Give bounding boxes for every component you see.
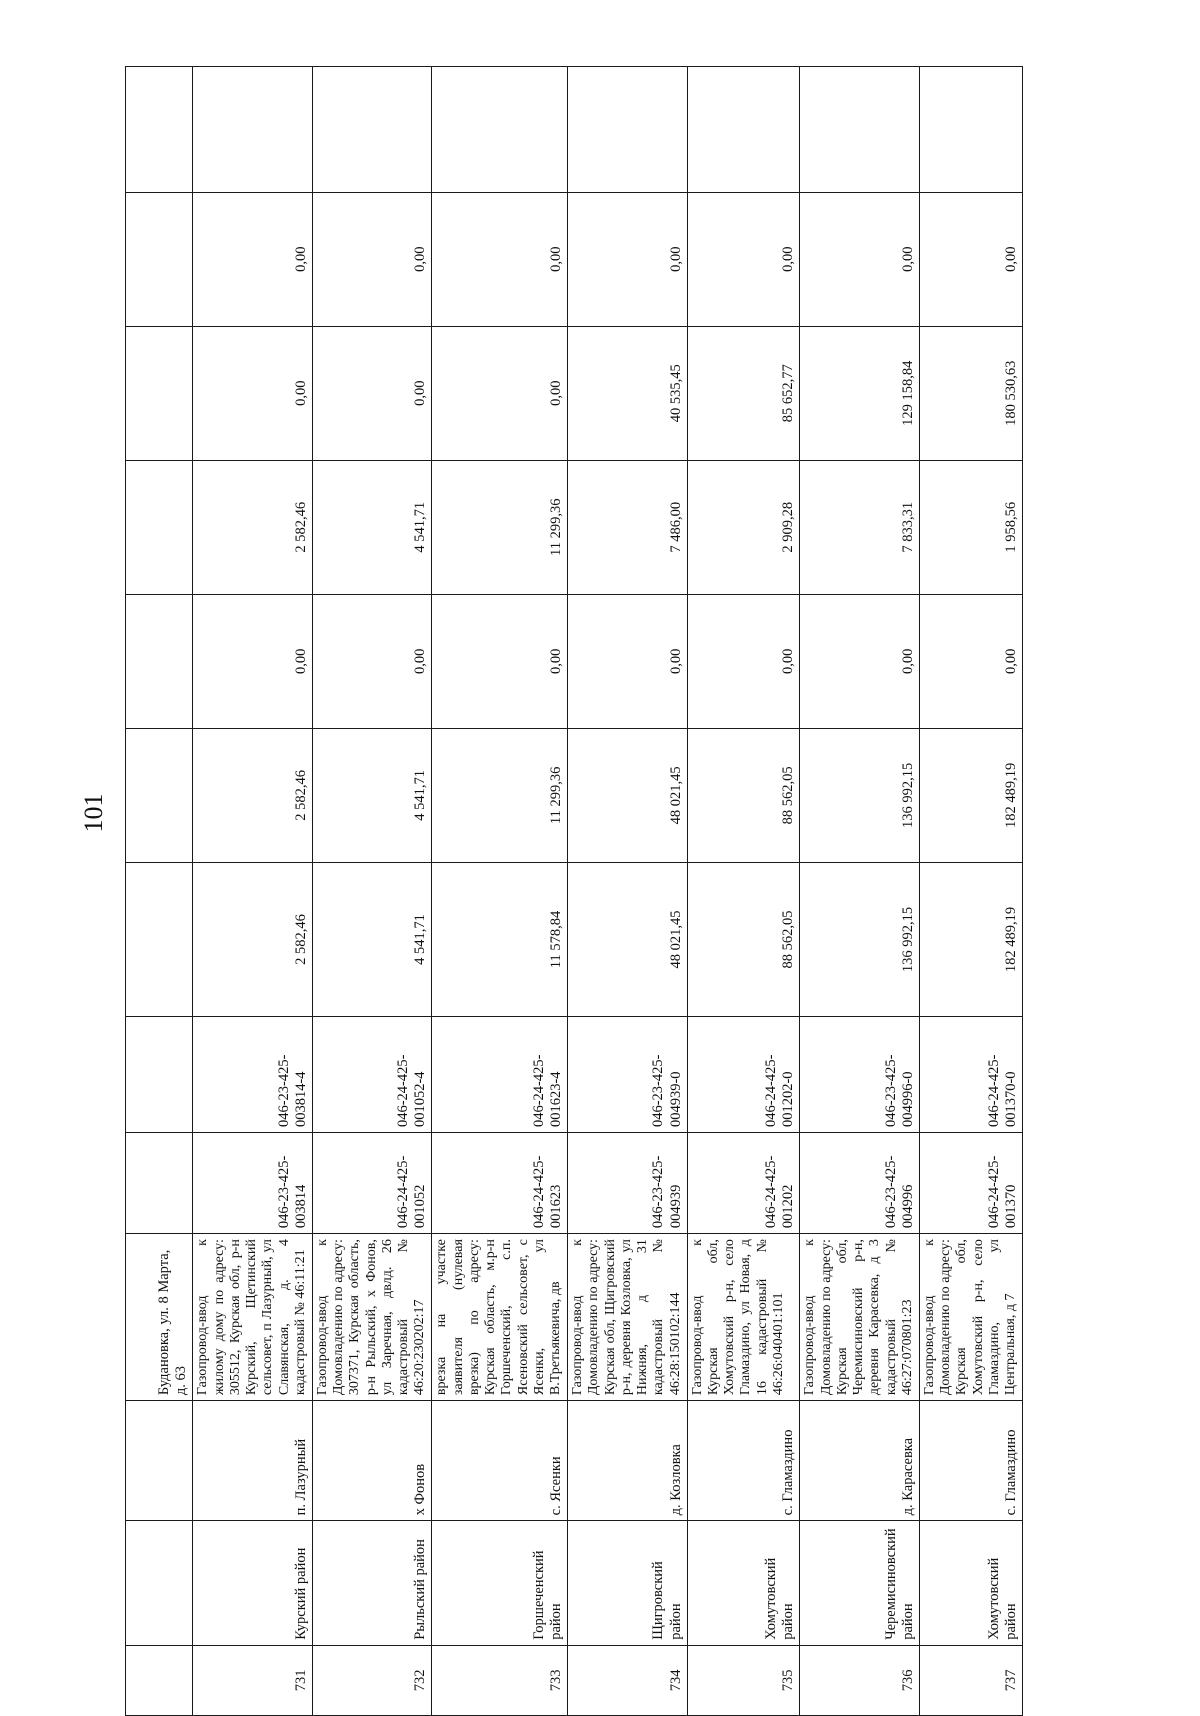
amount-6: 0,00: [919, 192, 1022, 326]
amount-5: 0,00: [312, 326, 431, 460]
object-description: Газопровод-ввод к Домовладению по адресу: Курская обл, Хомутовский р-н, село Гламаздино, ул Центральная, д 7: [919, 1234, 1022, 1401]
amount-5: 40 535,45: [568, 326, 687, 460]
table-row: [312, 67, 431, 1716]
code-1: 046-24-425-001202: [687, 1133, 800, 1234]
head-cell: [126, 1017, 193, 1133]
code-1: 046-24-425-001623: [432, 1133, 568, 1234]
address-continuation: Будановка, ул. 8 Марта, д. 63: [126, 1234, 193, 1401]
amount-1: 48 021,45: [568, 862, 687, 1016]
amount-5: 85 652,77: [687, 326, 800, 460]
amount-1: 136 992,15: [800, 862, 919, 1016]
code-1: 046-23-425-003814: [193, 1133, 312, 1234]
empty-cell: [687, 67, 800, 193]
amount-2: 4 541,71: [312, 728, 431, 862]
head-cell: [126, 862, 193, 1016]
empty-cell: [800, 67, 919, 193]
district: Горшеченский район: [432, 1521, 568, 1645]
object-description: Газопровод-ввод к жилому дому по адресу: 305512, Курская обл, р-н Курский, Щетинский сельсовет, п Лазурный, ул Славянская, д. 4 кадастровый № 46:11:21: [193, 1234, 312, 1401]
amount-4: 1 958,56: [919, 460, 1022, 594]
amount-4: 4 541,71: [312, 460, 431, 594]
amount-3: 0,00: [312, 594, 431, 728]
object-description: Газопровод-ввод к Курская обл, Хомутовский р-н, село Гламаздино, ул Новая, д 16 кадастровый № 46:26:040401:101: [687, 1234, 800, 1401]
amount-2: 136 992,15: [800, 728, 919, 862]
head-cell: [126, 192, 193, 326]
amount-6: 0,00: [432, 192, 568, 326]
district: Хомутовский район: [919, 1521, 1022, 1645]
amount-4: 7 833,31: [800, 460, 919, 594]
table-row: [193, 67, 312, 1716]
amount-6: 0,00: [687, 192, 800, 326]
amount-2: 182 489,19: [919, 728, 1022, 862]
code-1: 046-24-425-001370: [919, 1133, 1022, 1234]
empty-cell: [193, 67, 312, 193]
code-2: 046-24-425-001202-0: [687, 1017, 800, 1133]
code-1: 046-23-425-004939: [568, 1133, 687, 1234]
code-1: 046-24-425-001052: [312, 1133, 431, 1234]
table-row: [800, 67, 919, 1716]
row-number: 732: [312, 1645, 431, 1715]
amount-6: 0,00: [568, 192, 687, 326]
table-row: [919, 67, 1022, 1716]
row-number: 737: [919, 1645, 1022, 1715]
code-2: 046-23-425-004939-0: [568, 1017, 687, 1133]
amount-4: 2 582,46: [193, 460, 312, 594]
row-number: 731: [193, 1645, 312, 1715]
amount-2: 11 299,36: [432, 728, 568, 862]
row-number: 736: [800, 1645, 919, 1715]
code-2: 046-23-425-003814-4: [193, 1017, 312, 1133]
amount-6: 0,00: [800, 192, 919, 326]
object-description: врезка на участке заявителя (нулевая врезка) по адресу: Курская область, м.р-н Горшеченский, с.п. Ясеновский сельсовет, с Ясенки, ул В.Третьякевича, дв: [432, 1234, 568, 1401]
page-number: 101: [79, 793, 108, 833]
head-cell: [126, 460, 193, 594]
amount-1: 11 578,84: [432, 862, 568, 1016]
object-description: Газопровод-ввод к Домовладению по адресу: Курская обл, Черемисиновский р-н, деревня Карасевка, д 3 кадастровый № 46:27:070801:23: [800, 1234, 919, 1401]
head-cell: [126, 1645, 193, 1715]
district: Черемисиновский район: [800, 1521, 919, 1645]
amount-1: 2 582,46: [193, 862, 312, 1016]
settlement: х Фонов: [312, 1401, 431, 1521]
head-cell: [126, 1401, 193, 1521]
head-cell: [126, 594, 193, 728]
row-number: 734: [568, 1645, 687, 1715]
code-2: 046-24-425-001052-4: [312, 1017, 431, 1133]
object-description: Газопровод-ввод к Домовладению по адресу: Курская обл, Щигровский р-н, деревня Козловка, ул Нижняя, д 31 кадастровый № 46:28:150102:144: [568, 1234, 687, 1401]
amount-2: 2 582,46: [193, 728, 312, 862]
amount-5: 129 158,84: [800, 326, 919, 460]
amount-6: 0,00: [312, 192, 431, 326]
settlement: д. Карасевка: [800, 1401, 919, 1521]
row-number: 735: [687, 1645, 800, 1715]
district: Хомутовский район: [687, 1521, 800, 1645]
head-cell: [126, 67, 193, 193]
table-row: [687, 67, 800, 1716]
settlement: п. Лазурный: [193, 1401, 312, 1521]
amount-3: 0,00: [193, 594, 312, 728]
settlement: с. Ясенки: [432, 1401, 568, 1521]
amount-5: 0,00: [432, 326, 568, 460]
amount-2: 48 021,45: [568, 728, 687, 862]
code-2: 046-24-425-001370-0: [919, 1017, 1022, 1133]
amount-3: 0,00: [568, 594, 687, 728]
amount-5: 0,00: [193, 326, 312, 460]
amount-4: 11 299,36: [432, 460, 568, 594]
amount-3: 0,00: [800, 594, 919, 728]
amount-5: 180 530,63: [919, 326, 1022, 460]
amount-2: 88 562,05: [687, 728, 800, 862]
empty-cell: [919, 67, 1022, 193]
code-1: 046-23-425-004996: [800, 1133, 919, 1234]
settlement: с. Гламаздино: [919, 1401, 1022, 1521]
row-number: 733: [432, 1645, 568, 1715]
head-cell: [126, 326, 193, 460]
table-row: [432, 67, 568, 1716]
code-2: 046-24-425-001623-4: [432, 1017, 568, 1133]
rotated-table-sheet: [125, 66, 1023, 1716]
table-row: [568, 67, 687, 1716]
amount-3: 0,00: [687, 594, 800, 728]
head-cell: [126, 1133, 193, 1234]
amount-6: 0,00: [193, 192, 312, 326]
amount-1: 182 489,19: [919, 862, 1022, 1016]
head-row: [126, 67, 193, 1716]
amount-1: 88 562,05: [687, 862, 800, 1016]
settlement: с. Гламаздино: [687, 1401, 800, 1521]
amount-4: 2 909,28: [687, 460, 800, 594]
district: Рыльский район: [312, 1521, 431, 1645]
amount-3: 0,00: [432, 594, 568, 728]
empty-cell: [568, 67, 687, 193]
district: Курский район: [193, 1521, 312, 1645]
empty-cell: [432, 67, 568, 193]
district: Щигровский район: [568, 1521, 687, 1645]
empty-cell: [312, 67, 431, 193]
settlement: д. Козловка: [568, 1401, 687, 1521]
registry-table: [125, 66, 1023, 1716]
amount-4: 7 486,00: [568, 460, 687, 594]
amount-1: 4 541,71: [312, 862, 431, 1016]
amount-3: 0,00: [919, 594, 1022, 728]
head-cell: [126, 1521, 193, 1645]
code-2: 046-23-425-004996-0: [800, 1017, 919, 1133]
head-cell: [126, 728, 193, 862]
object-description: Газопровод-ввод к Домовладению по адресу: 307371, Курская область, р-н Рыльский, х Фонов, ул Заречная, двлд. 26 кадастровый № 46:20:230202:17: [312, 1234, 431, 1401]
